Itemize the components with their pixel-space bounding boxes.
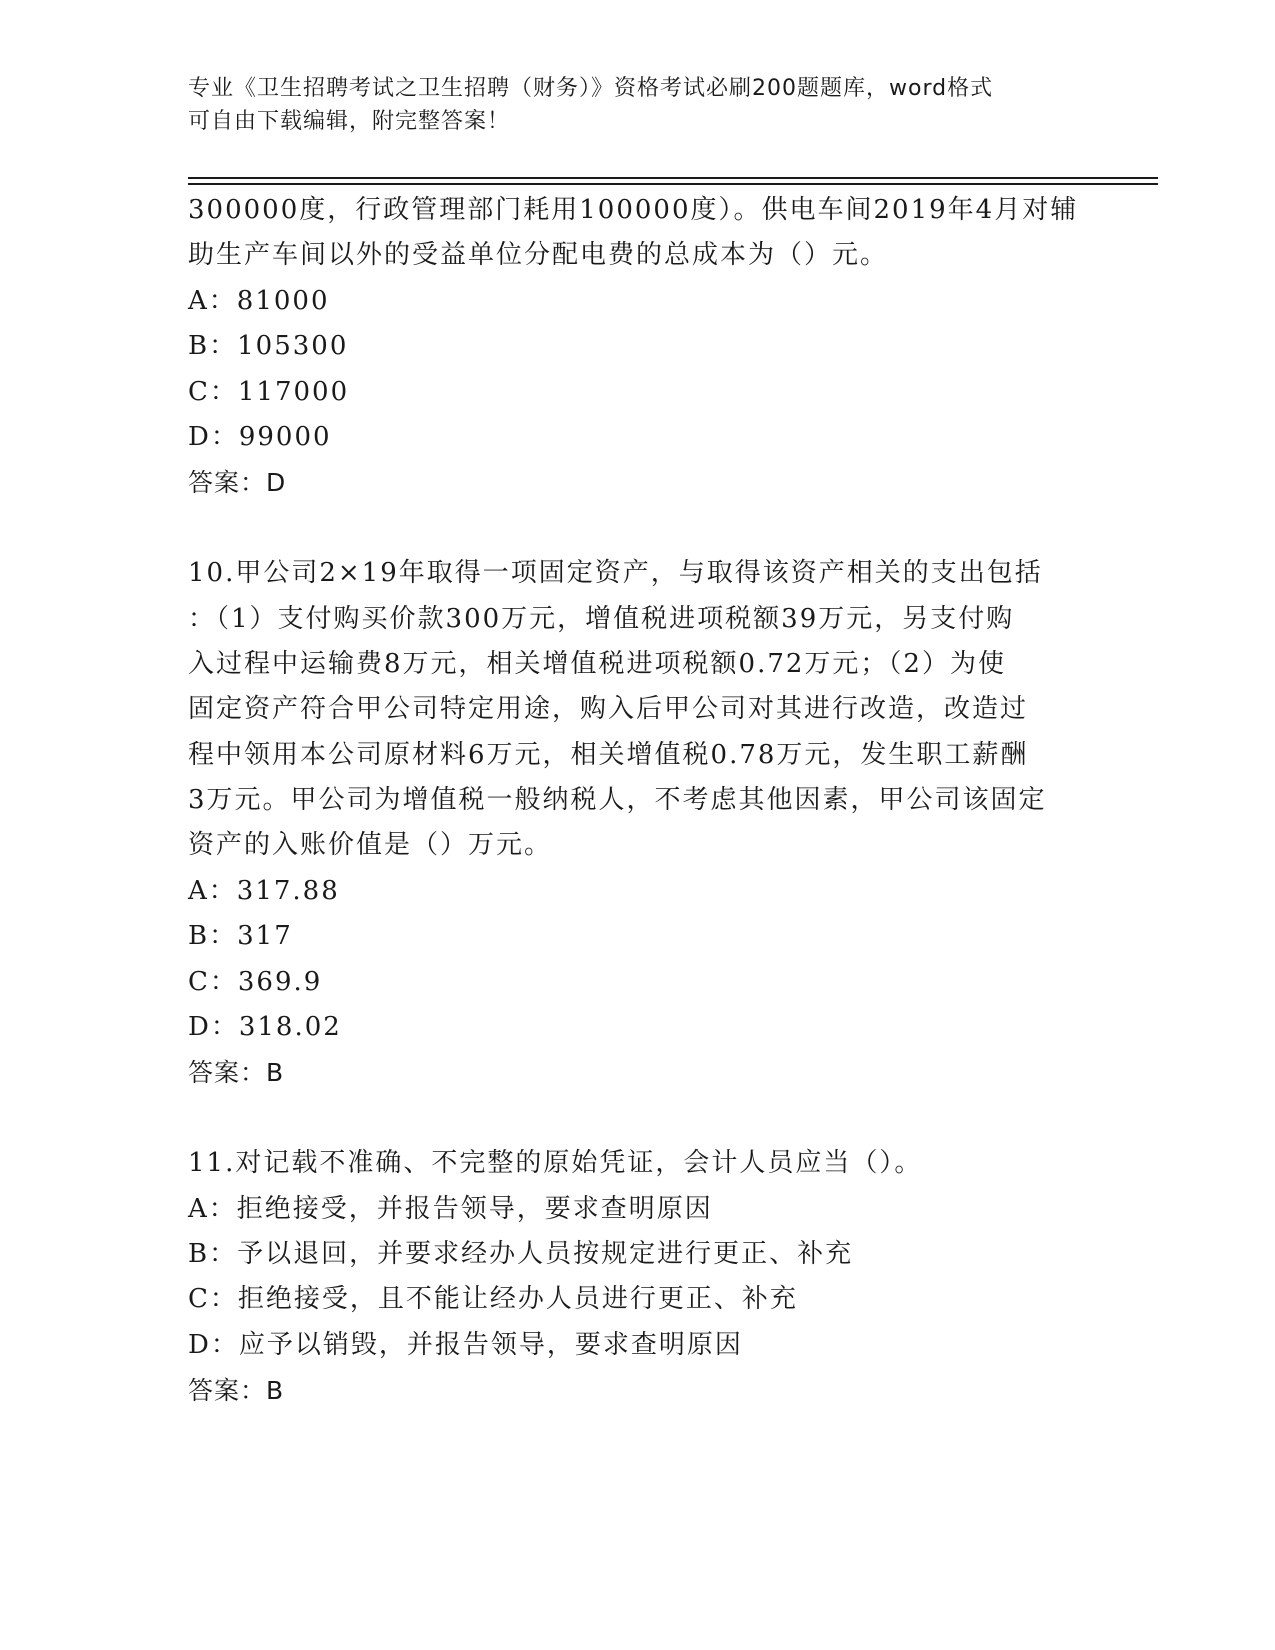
option-c: C：369.9 — [188, 966, 323, 997]
question-stem-line: 10.甲公司2×19年取得一项固定资产，与取得该资产相关的支出包括 — [188, 558, 1043, 589]
header-title-line-2: 可自由下载编辑，附完整答案！ — [188, 109, 511, 134]
answer-line: 答案：B — [188, 1058, 285, 1088]
question-stem-line: 300000度，行政管理部门耗用100000度）。供电车间2019年4月对辅 — [188, 195, 1079, 225]
question-stem-line: 11.对记载不准确、不完整的原始凭证，会计人员应当（）。 — [188, 1148, 923, 1179]
option-c: C：117000 — [188, 376, 350, 407]
spacer — [188, 1096, 1088, 1141]
question-11 — [188, 1141, 1088, 1413]
option-a: A：81000 — [188, 285, 330, 316]
question-stem-line: 助生产车间以外的受益单位分配电费的总成本为（）元。 — [188, 240, 889, 271]
question-stem-line: 入过程中运输费8万元，相关增值税进项税额0.72万元；（2）为使 — [188, 648, 1006, 679]
option-b: B：予以退回，并要求经办人员按规定进行更正、补充 — [188, 1238, 854, 1269]
document-body — [188, 188, 1088, 1414]
header-divider-top — [188, 177, 1158, 179]
question-stem-line: 固定资产符合甲公司特定用途，购入后甲公司对其进行改造，改造过 — [188, 694, 1029, 725]
header-divider-bottom — [188, 183, 1158, 185]
question-stem-line: ：（1）支付购买价款300万元，增值税进项税额39万元，另支付购 — [188, 603, 1015, 634]
option-a: A：拒绝接受，并报告领导，要求查明原因 — [188, 1193, 713, 1224]
option-b: B：105300 — [188, 331, 349, 362]
option-d: D：应予以销毁，并报告领导，要求查明原因 — [188, 1329, 743, 1360]
page-header — [188, 72, 1068, 138]
option-b: B：317 — [188, 921, 293, 952]
question-stem-line: 资产的入账价值是（）万元。 — [188, 830, 553, 861]
header-title-line-1: 专业《卫生招聘考试之卫生招聘（财务）》资格考试必刷200题题库，word格式 — [188, 76, 994, 101]
question-10 — [188, 551, 1088, 1096]
option-d: D：318.02 — [188, 1012, 342, 1043]
spacer — [188, 506, 1088, 551]
answer-line: 答案：B — [188, 1376, 285, 1406]
option-d: D：99000 — [188, 421, 332, 452]
option-c: C：拒绝接受，且不能让经办人员进行更正、补充 — [188, 1284, 798, 1315]
answer-line: 答案：D — [188, 468, 287, 498]
question-9 — [188, 188, 1088, 506]
option-a: A：317.88 — [188, 875, 340, 906]
question-stem-line: 程中领用本公司原材料6万元，相关增值税0.78万元，发生职工薪酬 — [188, 739, 1029, 770]
question-stem-line: 3万元。甲公司为增值税一般纳税人，不考虑其他因素，甲公司该固定 — [188, 785, 1047, 816]
